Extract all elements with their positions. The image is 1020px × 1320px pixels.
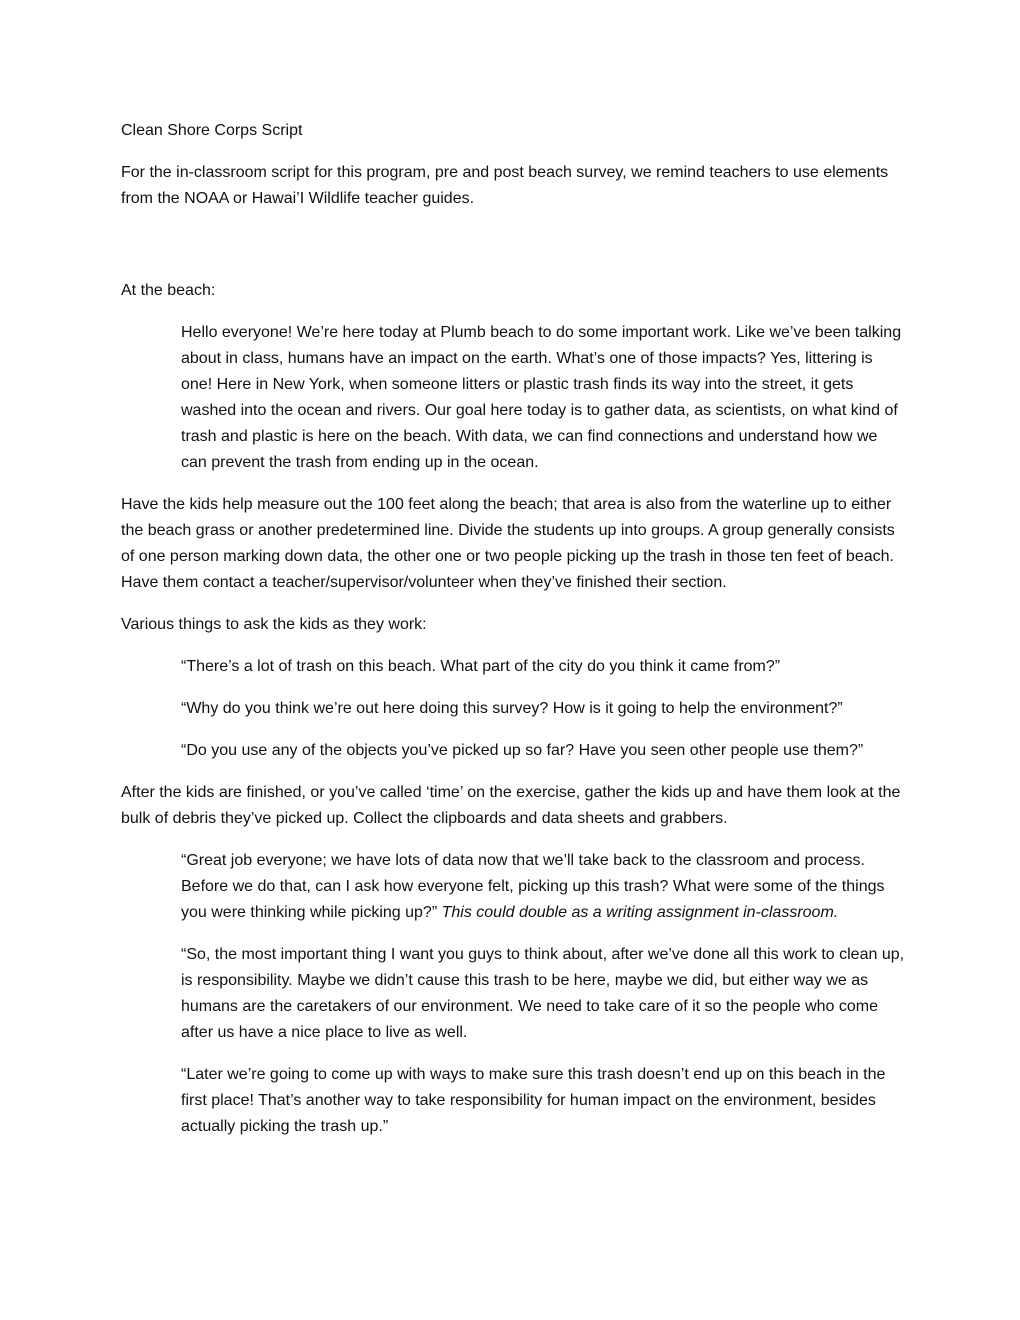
beach-heading: At the beach: bbox=[121, 282, 216, 299]
document-page bbox=[121, 118, 906, 1156]
welcome-speech: Hello everyone! We’re here today at Plumb beach to do some important work. Like we’ve been talking about in class, humans have an impact on the earth. What’s one of those impacts? Yes, littering is one! Here in New York, when someone litters or plastic trash finds its way into the street, it gets washed into the ocean and rivers. Our goal here today is to gather data, as scientists, on what kind of trash and plastic is here on the beach. With data, we can find connections and understand how we can prevent the trash from ending up in the ocean. bbox=[181, 324, 902, 471]
intro-paragraph: For the in-classroom script for this program, pre and post beach survey, we remind teachers to use elements from the NOAA or Hawai’I Wildlife teacher guides. bbox=[121, 164, 889, 207]
question-item: “Do you use any of the objects you’ve picked up so far? Have you seen other people use them?” bbox=[181, 742, 864, 759]
document-title: Clean Shore Corps Script bbox=[121, 122, 303, 139]
closing-speech-3: “Later we’re going to come up with ways to make sure this trash doesn’t end up on this beach in the first place! That’s another way to take responsibility for human impact on the environment, besides actually picking the trash up.” bbox=[181, 1066, 886, 1135]
blank-space bbox=[121, 228, 906, 278]
writing-assignment-note: This could double as a writing assignment in-classroom. bbox=[441, 904, 839, 921]
closing-speech-2: “So, the most important thing I want you guys to think about, after we’ve done all this work to clean up, is responsibility. Maybe we didn’t cause this trash to be here, maybe we did, but either way we as humans are the caretakers of our environment. We need to take care of it so the people who come after us have a nice place to live as well. bbox=[181, 946, 905, 1041]
question-item: “Why do you think we’re out here doing this survey? How is it going to help the environment?” bbox=[181, 700, 843, 717]
closing-speech-1 bbox=[181, 848, 906, 926]
after-paragraph: After the kids are finished, or you’ve called ‘time’ on the exercise, gather the kids up and have them look at the bulk of debris they’ve picked up. Collect the clipboards and data sheets and grabbers. bbox=[121, 784, 901, 827]
closing-speech-1-text: “Great job everyone; we have lots of data now that we’ll take back to the classroom and process. Before we do that, can I ask how everyone felt, picking up this trash? What were some of the things you were thinking while picking up?” bbox=[181, 852, 885, 921]
question-item: “There’s a lot of trash on this beach. What part of the city do you think it came from?” bbox=[181, 658, 781, 675]
questions-heading: Various things to ask the kids as they work: bbox=[121, 616, 427, 633]
instructions-paragraph: Have the kids help measure out the 100 feet along the beach; that area is also from the waterline up to either the beach grass or another predetermined line. Divide the students up into groups. A group generally consists of one person marking down data, the other one or two people picking up the trash in those ten feet of beach. Have them contact a teacher/supervisor/volunteer when they’ve finished their section. bbox=[121, 496, 895, 591]
